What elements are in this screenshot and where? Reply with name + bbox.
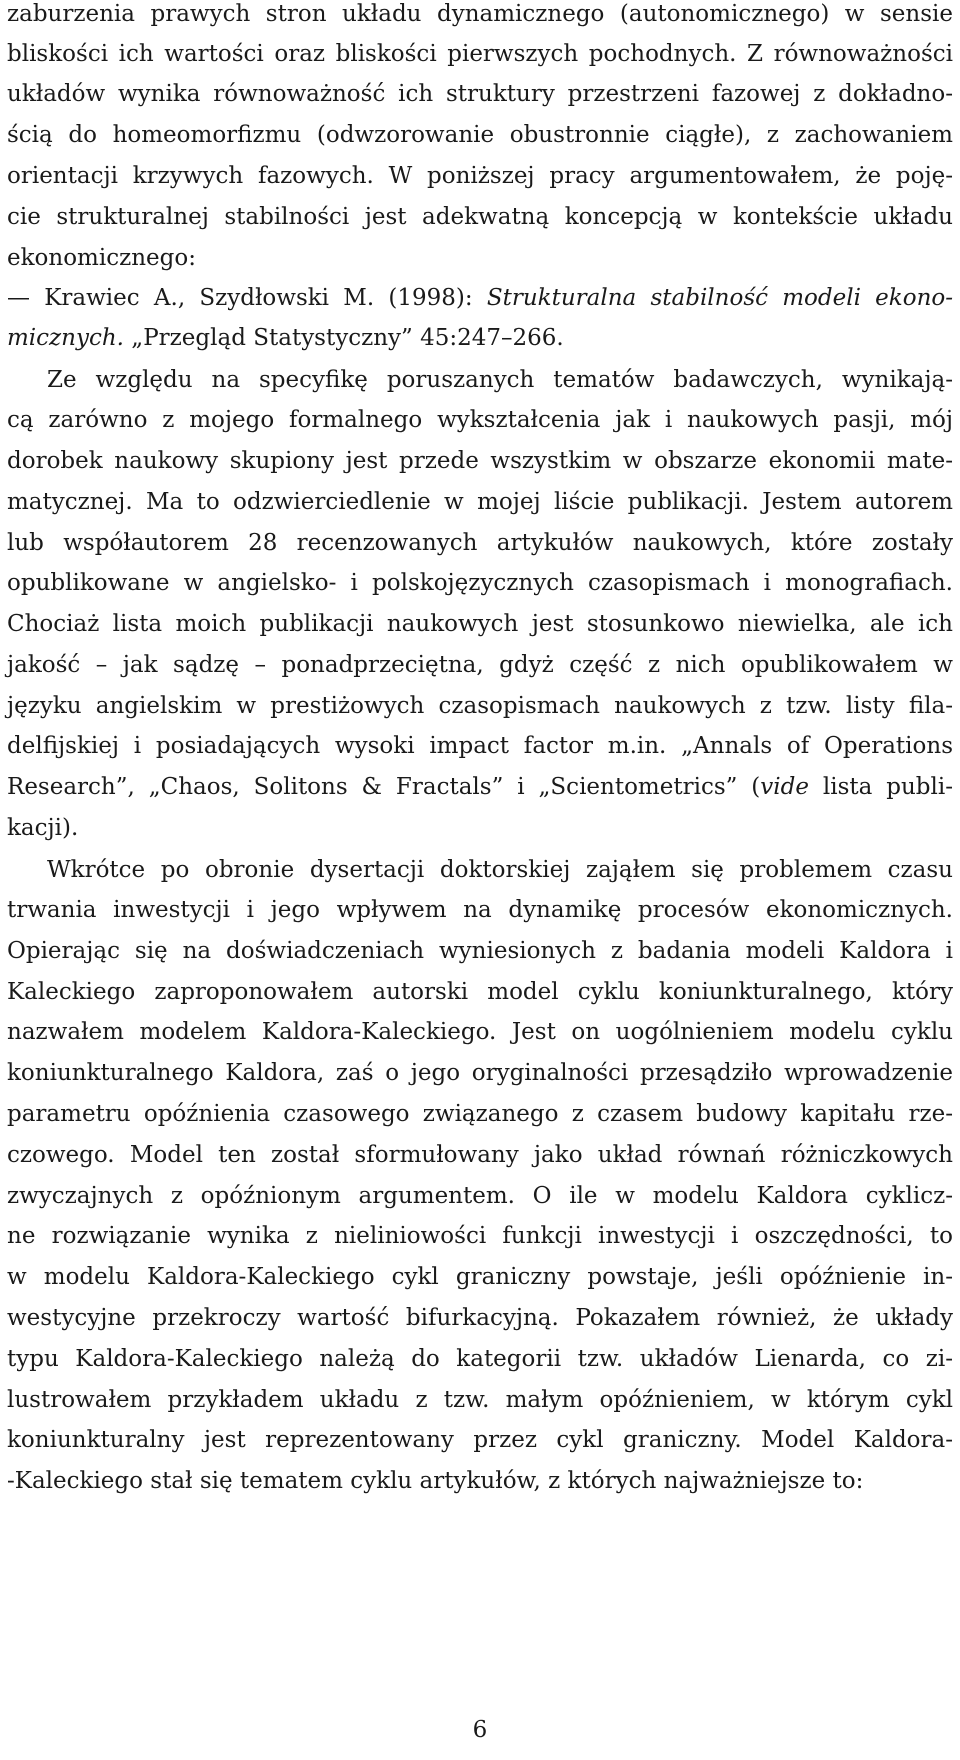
text-line: Ze względu na specyfikę poruszanych tematów badawczych, wynikają-	[47, 367, 953, 393]
text-line: koniunkturalny jest reprezentowany przez cykl graniczny. Model Kaldora-	[7, 1427, 953, 1453]
page-number: 6	[472, 1717, 488, 1743]
text-line: w modelu Kaldora-Kaleckiego cykl graniczny powstaje, jeśli opóźnienie in-	[7, 1264, 953, 1290]
text-span: Research”, „Chaos, Solitons & Fractals” i „Scientometrics” (	[7, 774, 761, 800]
citation-line	[7, 278, 953, 318]
text-line: trwania inwestycji i jego wpływem na dynamikę procesów ekonomicznych.	[7, 897, 953, 923]
text-line: matycznej. Ma to odzwierciedlenie w mojej liście publikacji. Jestem autorem	[7, 489, 953, 515]
text-line: nazwałem modelem Kaldora-Kaleckiego. Jest on uogólnieniem modelu cyklu	[7, 1019, 953, 1045]
text-line: ekonomicznego:	[7, 245, 196, 271]
text-line	[7, 767, 953, 807]
vide-word: vide	[760, 774, 809, 800]
text-line: układów wynika równoważność ich struktury przestrzeni fazowej z dokładno-	[7, 81, 953, 107]
text-line: -Kaleckiego stał się tematem cyklu artykułów, z których najważniejsze to:	[7, 1468, 864, 1494]
text-line: cie strukturalnej stabilności jest adekwatną koncepcją w kontekście układu	[7, 204, 953, 230]
text-line: kacji).	[7, 815, 79, 841]
text-line: cą zarówno z mojego formalnego wykształcenia jak i naukowych pasji, mój	[7, 407, 953, 433]
text-line: parametru opóźnienia czasowego związanego z czasem budowy kapitału rze-	[7, 1101, 953, 1127]
citation-line	[7, 318, 953, 358]
text-line: ścią do homeomorfizmu (odwzorowanie obustronnie ciągłe), z zachowaniem	[7, 122, 953, 148]
text-line: Kaleckiego zaproponowałem autorski model cyklu koniunkturalnego, który	[7, 979, 953, 1005]
text-line: języku angielskim w prestiżowych czasopismach naukowych z tzw. listy fila-	[7, 693, 953, 719]
text-line: zwyczajnych z opóźnionym argumentem. O ile w modelu Kaldora cyklicz-	[7, 1183, 953, 1209]
text-line: zaburzenia prawych stron układu dynamicznego (autonomicznego) w sensie	[7, 1, 953, 27]
text-line: orientacji krzywych fazowych. W poniższej pracy argumentowałem, że poję-	[7, 163, 953, 189]
text-span: lista publi-	[808, 774, 953, 800]
text-line: lub współautorem 28 recenzowanych artykułów naukowych, które zostały	[7, 530, 953, 556]
text-line: delfijskiej i posiadających wysoki impact factor m.in. „Annals of Operations	[7, 733, 953, 759]
citation-journal: „Przegląd Statystyczny” 45:247–266.	[123, 325, 564, 351]
text-line: czowego. Model ten został sformułowany jako układ równań różniczkowych	[7, 1142, 953, 1168]
text-line: opublikowane w angielsko- i polskojęzycznych czasopismach i monografiach.	[7, 570, 953, 596]
text-line: bliskości ich wartości oraz bliskości pierwszych pochodnych. Z równoważności	[7, 41, 953, 67]
text-line: lustrowałem przykładem układu z tzw. małym opóźnieniem, w którym cykl	[7, 1387, 953, 1413]
text-line: Opierając się na doświadczeniach wyniesionych z badania modeli Kaldora i	[7, 938, 953, 964]
text-line: westycyjne przekroczy wartość bifurkacyjną. Pokazałem również, że układy	[7, 1305, 953, 1331]
text-line: typu Kaldora-Kaleckiego należą do kategorii tzw. układów Lienarda, co zi-	[7, 1346, 953, 1372]
text-line: ne rozwiązanie wynika z nieliniowości funkcji inwestycji i oszczędności, to	[7, 1223, 953, 1249]
text-line: dorobek naukowy skupiony jest przede wszystkim w obszarze ekonomii mate-	[7, 448, 953, 474]
text-line: Chociaż lista moich publikacji naukowych jest stosunkowo niewielka, ale ich	[7, 611, 953, 637]
text-line: Wkrótce po obronie dysertacji doktorskiej zająłem się problemem czasu	[47, 857, 953, 883]
citation-title: Strukturalna stabilność modeli ekono-	[486, 285, 954, 311]
text-line: koniunkturalnego Kaldora, zaś o jego oryginalności przesądziło wprowadzenie	[7, 1060, 953, 1086]
citation-title-cont: micznych.	[7, 325, 124, 351]
citation-prefix: — Krawiec A., Szydłowski M. (1998):	[7, 285, 487, 311]
text-line: jakość – jak sądzę – ponadprzeciętna, gdyż część z nich opublikowałem w	[7, 652, 953, 678]
